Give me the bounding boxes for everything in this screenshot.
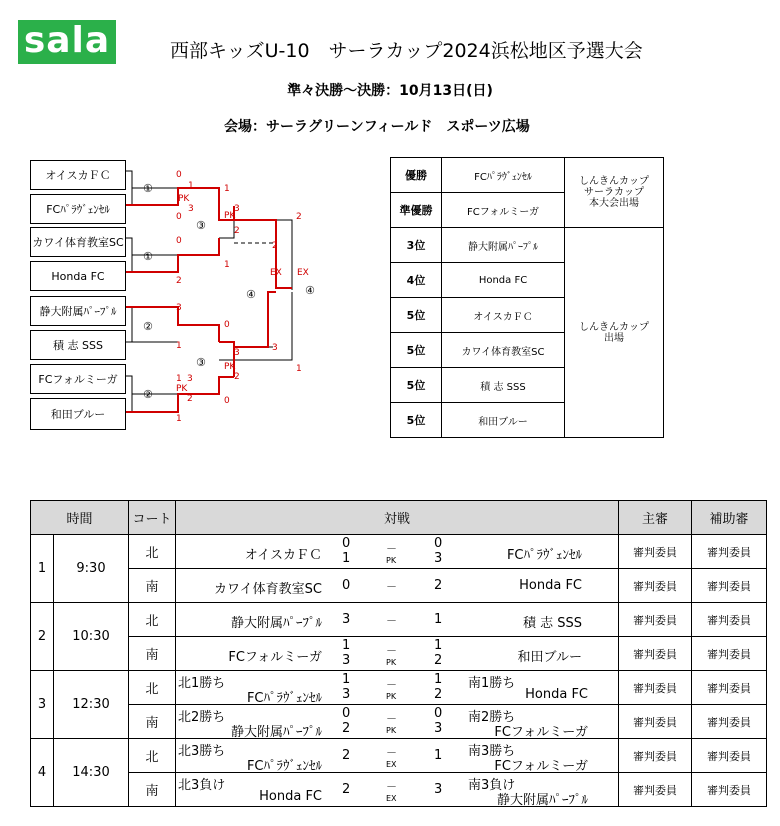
home-score: 1 — [342, 672, 351, 687]
col-court: コート — [129, 501, 176, 535]
score: 1 — [224, 260, 230, 270]
vs-dash: － — [386, 614, 397, 627]
away-score: 2 — [434, 578, 443, 593]
court: 南 — [129, 773, 176, 807]
court: 南 — [129, 637, 176, 671]
main-referee: 審判委員 — [619, 603, 692, 637]
court: 北 — [129, 671, 176, 705]
home-team: FCﾊﾟﾗｳﾞｪﾝｾﾙ — [246, 759, 322, 774]
kickoff-time: 9:30 — [54, 535, 129, 603]
match-cell — [176, 739, 619, 773]
score: 2 — [234, 372, 240, 382]
away-source: 南3勝ち — [468, 744, 516, 759]
court: 北 — [129, 535, 176, 569]
home-score: 2 — [342, 748, 351, 763]
vs-dash: － — [386, 712, 397, 725]
away-score: 1 — [434, 748, 443, 763]
match-label: ② — [143, 320, 153, 333]
away-score: 0 — [434, 706, 443, 721]
vs-dash: － — [386, 542, 397, 555]
tiebreak-label: PK — [386, 556, 397, 565]
schedule-row — [31, 773, 767, 807]
vs-dash: － — [386, 580, 397, 593]
standing-rank: 5位 — [391, 368, 442, 403]
schedule-row — [31, 569, 767, 603]
score: 0 — [176, 212, 182, 222]
score: 0 — [224, 320, 230, 330]
bracket-team: Honda FC — [30, 261, 126, 291]
standing-rank: 5位 — [391, 403, 442, 438]
score: 3 — [234, 204, 240, 214]
main-referee: 審判委員 — [619, 569, 692, 603]
standing-rank: 5位 — [391, 333, 442, 368]
standing-team: 静大附属ﾊﾟｰﾌﾟﾙ — [442, 228, 565, 263]
home-team: 静大附属ﾊﾟｰﾌﾟﾙ — [230, 616, 322, 631]
away-source: 南1勝ち — [468, 676, 516, 691]
bracket-team: FCフォルミーガ — [30, 364, 126, 394]
home-pk-score: 3 — [342, 687, 351, 702]
match-label: ④ — [246, 288, 256, 301]
away-team: Honda FC — [525, 687, 588, 702]
score: 2 — [234, 226, 240, 236]
standing-team: Honda FC — [442, 263, 565, 298]
schedule-row — [31, 705, 767, 739]
away-team: FCﾊﾟﾗｳﾞｪﾝｾﾙ — [506, 548, 582, 563]
away-source: 南2勝ち — [468, 710, 516, 725]
court: 南 — [129, 705, 176, 739]
home-score: 0 — [342, 706, 351, 721]
score: 1 — [176, 341, 182, 351]
col-time: 時間 — [31, 501, 129, 535]
assistant-referee: 審判委員 — [692, 705, 767, 739]
home-score: 3 — [342, 612, 351, 627]
away-score: 0 — [434, 536, 443, 551]
home-source: 北2勝ち — [178, 710, 226, 725]
assistant-referee: 審判委員 — [692, 569, 767, 603]
standing-rank: 4位 — [391, 263, 442, 298]
schedule-row — [31, 535, 767, 569]
bracket-team: 静大附属ﾊﾟｰﾌﾟﾙ — [30, 296, 126, 326]
standing-team: カワイ体育教室SC — [442, 333, 565, 368]
vs-dash: － — [386, 746, 397, 759]
schedule-row — [31, 637, 767, 671]
vs-dash: － — [386, 644, 397, 657]
bracket-team: 和田ブルー — [30, 398, 126, 430]
standing-team: FCフォルミーガ — [442, 193, 565, 228]
score: 1 — [224, 184, 230, 194]
match-label: ② — [143, 388, 153, 401]
standing-rank: 優勝 — [391, 158, 442, 193]
match-label: ③ — [196, 356, 206, 369]
round-number: 2 — [31, 603, 54, 671]
away-team: FCフォルミーガ — [494, 759, 588, 774]
match-date: 準々決勝～決勝：10月13日(日) — [287, 83, 493, 99]
court: 南 — [129, 569, 176, 603]
score: 2 — [176, 276, 182, 286]
venue: 会場：サーラグリーンフィールド スポーツ広場 — [224, 119, 530, 135]
bracket-team: カワイ体育教室SC — [30, 227, 126, 257]
match-label: ① — [143, 182, 153, 195]
court: 北 — [129, 603, 176, 637]
away-team: Honda FC — [519, 578, 582, 593]
vs-dash: － — [386, 780, 397, 793]
score: 3 — [272, 343, 278, 353]
tiebreak-label: PK — [386, 726, 397, 735]
home-team: FCﾊﾟﾗｳﾞｪﾝｾﾙ — [246, 691, 322, 706]
home-team: Honda FC — [259, 789, 322, 804]
match-label: ③ — [196, 219, 206, 232]
away-team: 積 志 SSS — [522, 616, 582, 631]
home-source: 北1勝ち — [178, 676, 226, 691]
match-cell — [176, 535, 619, 569]
vs-dash: － — [386, 678, 397, 691]
score: 2 — [272, 241, 278, 251]
standing-rank: 準優勝 — [391, 193, 442, 228]
away-pk-score: 2 — [434, 653, 443, 668]
schedule-row — [31, 603, 767, 637]
away-pk-score: 3 — [434, 721, 443, 736]
qualification-note: しんきんカップ サーラカップ 本大会出場 — [565, 158, 664, 228]
home-source: 北3勝ち — [178, 744, 226, 759]
ex-label: EX — [297, 268, 309, 278]
tiebreak-label: PK — [386, 658, 397, 667]
pk-label: PK — [224, 362, 236, 372]
away-team: FCフォルミーガ — [494, 725, 588, 740]
standing-team: FCﾊﾟﾗｳﾞｪﾝｾﾙ — [442, 158, 565, 193]
col-referee: 主審 — [619, 501, 692, 535]
main-referee: 審判委員 — [619, 739, 692, 773]
score: 2 — [296, 212, 302, 222]
main-referee: 審判委員 — [619, 773, 692, 807]
sala-logo: sala — [18, 20, 116, 64]
bracket-team: 積 志 SSS — [30, 330, 126, 360]
schedule-row — [31, 739, 767, 773]
score: 1 — [176, 374, 182, 384]
assistant-referee: 審判委員 — [692, 773, 767, 807]
home-score: 2 — [342, 782, 351, 797]
schedule-table — [30, 500, 767, 807]
match-cell — [176, 603, 619, 637]
standing-rank: 5位 — [391, 298, 442, 333]
match-label: ① — [143, 250, 153, 263]
score: 0 — [176, 170, 182, 180]
standing-row — [391, 158, 664, 193]
col-match: 対戦 — [176, 501, 619, 535]
score: 1 — [176, 414, 182, 424]
home-team: カワイ体育教室SC — [214, 582, 322, 597]
round-number: 4 — [31, 739, 54, 807]
main-referee: 審判委員 — [619, 535, 692, 569]
pk-label: PK — [224, 211, 236, 221]
tiebreak-label: EX — [386, 794, 397, 803]
home-pk-score: 3 — [342, 653, 351, 668]
away-team: 静大附属ﾊﾟｰﾌﾟﾙ — [496, 793, 588, 808]
score: 0 — [224, 396, 230, 406]
qualification-note: しんきんカップ 出場 — [565, 228, 664, 438]
schedule-row — [31, 671, 767, 705]
home-source: 北3負け — [178, 778, 226, 793]
main-referee: 審判委員 — [619, 637, 692, 671]
home-pk-score: 1 — [342, 551, 351, 566]
assistant-referee: 審判委員 — [692, 637, 767, 671]
pk-label: PK — [176, 384, 188, 394]
assistant-referee: 審判委員 — [692, 671, 767, 705]
match-cell — [176, 705, 619, 739]
away-pk-score: 3 — [434, 551, 443, 566]
home-pk-score: 2 — [342, 721, 351, 736]
match-cell — [176, 773, 619, 807]
page-title: 西部キッズU-10 サーラカップ2024浜松地区予選大会 — [170, 40, 643, 62]
standing-team: 和田ブルー — [442, 403, 565, 438]
home-score: 0 — [342, 578, 351, 593]
court: 北 — [129, 739, 176, 773]
ex-label: EX — [270, 268, 282, 278]
standing-rank: 3位 — [391, 228, 442, 263]
score: 2 — [187, 394, 193, 404]
standing-team: オイスカＦＣ — [442, 298, 565, 333]
away-pk-score: 2 — [434, 687, 443, 702]
away-score: 1 — [434, 612, 443, 627]
tiebreak-label: PK — [386, 692, 397, 701]
match-label: ④ — [305, 284, 315, 297]
assistant-referee: 審判委員 — [692, 535, 767, 569]
kickoff-time: 14:30 — [54, 739, 129, 807]
home-score: 1 — [342, 638, 351, 653]
standing-team: 積 志 SSS — [442, 368, 565, 403]
kickoff-time: 12:30 — [54, 671, 129, 739]
score: 1 — [188, 181, 194, 191]
round-number: 1 — [31, 535, 54, 603]
home-team: オイスカＦＣ — [244, 548, 322, 563]
match-cell — [176, 671, 619, 705]
round-number: 3 — [31, 671, 54, 739]
bracket-team: FCﾊﾟﾗｳﾞｪﾝｾﾙ — [30, 194, 126, 224]
match-cell — [176, 637, 619, 671]
score: 3 — [176, 303, 182, 313]
away-team: 和田ブルー — [517, 650, 582, 665]
score: 1 — [296, 364, 302, 374]
assistant-referee: 審判委員 — [692, 739, 767, 773]
kickoff-time: 10:30 — [54, 603, 129, 671]
main-referee: 審判委員 — [619, 705, 692, 739]
col-assistant: 補助審 — [692, 501, 767, 535]
match-cell — [176, 569, 619, 603]
score: 3 — [234, 348, 240, 358]
score: 3 — [188, 204, 194, 214]
away-score: 1 — [434, 638, 443, 653]
score: 3 — [187, 374, 193, 384]
bracket-team: オイスカＦＣ — [30, 160, 126, 190]
score: 0 — [176, 236, 182, 246]
away-score: 3 — [434, 782, 443, 797]
home-score: 0 — [342, 536, 351, 551]
assistant-referee: 審判委員 — [692, 603, 767, 637]
main-referee: 審判委員 — [619, 671, 692, 705]
away-source: 南3負け — [468, 778, 516, 793]
standing-row — [391, 228, 664, 263]
home-team: FCフォルミーガ — [228, 650, 322, 665]
pk-label: PK — [178, 194, 190, 204]
away-score: 1 — [434, 672, 443, 687]
home-team: 静大附属ﾊﾟｰﾌﾟﾙ — [230, 725, 322, 740]
final-standings — [390, 157, 664, 438]
tiebreak-label: EX — [386, 760, 397, 769]
